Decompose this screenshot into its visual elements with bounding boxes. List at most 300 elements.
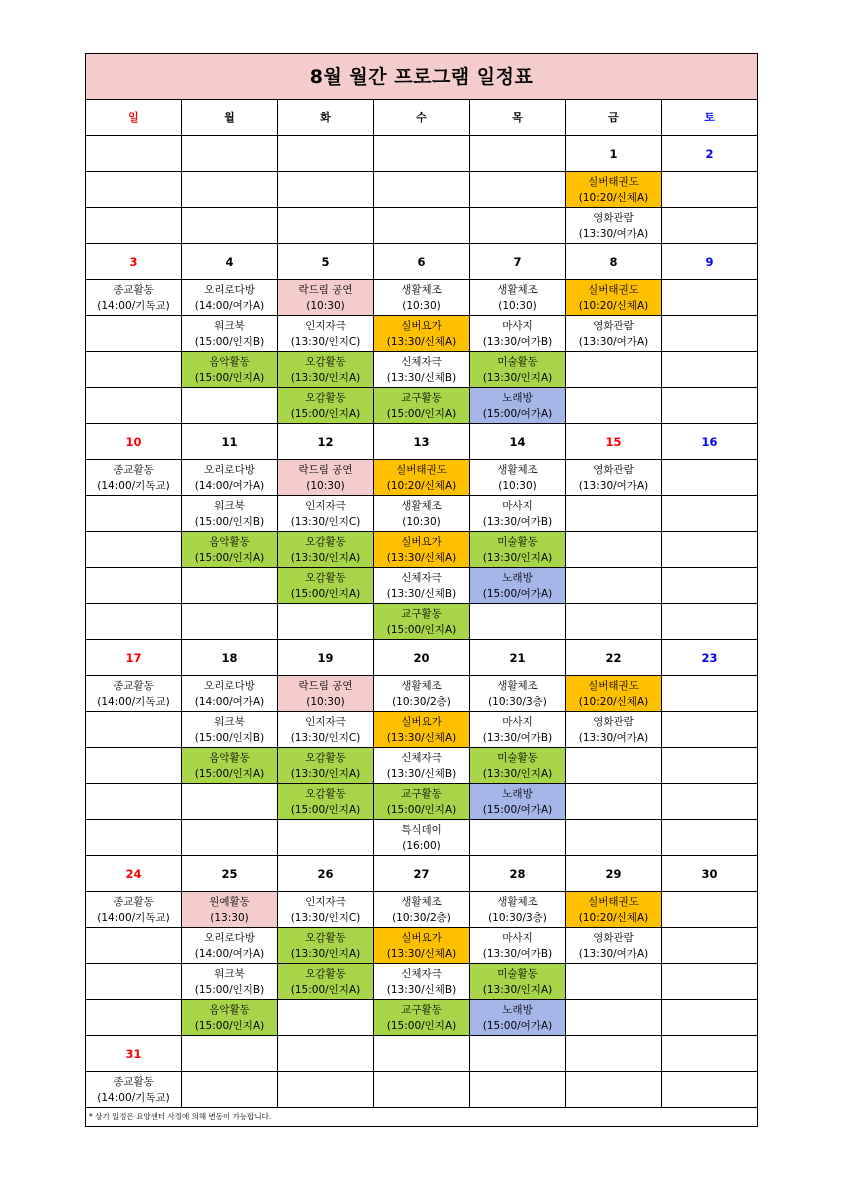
empty-cell	[86, 568, 182, 604]
empty-cell	[566, 964, 662, 1000]
empty-cell	[566, 496, 662, 532]
program-name: 생활체조	[401, 679, 442, 692]
date-number: 4	[182, 244, 278, 280]
date-number	[470, 136, 566, 172]
empty-cell	[662, 892, 758, 928]
program-time: (13:30/신체B)	[386, 587, 457, 600]
program-cell	[470, 928, 566, 964]
program-time: (10:30/3층)	[488, 695, 547, 708]
program-cell	[278, 280, 374, 316]
program-name: 음악활동	[209, 751, 250, 764]
program-name: 실버요가	[401, 535, 442, 548]
empty-cell	[86, 496, 182, 532]
program-time: (13:30/인지A)	[482, 551, 553, 564]
date-number: 19	[278, 640, 374, 676]
empty-cell	[662, 964, 758, 1000]
empty-cell	[662, 784, 758, 820]
program-time: (10:30)	[498, 299, 537, 312]
program-time: (13:30/인지A)	[290, 371, 361, 384]
program-cell	[566, 208, 662, 244]
date-number: 12	[278, 424, 374, 460]
program-time: (15:00/인지A)	[386, 623, 457, 636]
empty-cell	[86, 208, 182, 244]
program-cell	[566, 676, 662, 712]
date-number	[374, 136, 470, 172]
date-number: 9	[662, 244, 758, 280]
empty-cell	[86, 604, 182, 640]
empty-cell	[374, 208, 470, 244]
program-name: 생활체조	[401, 499, 442, 512]
program-time: (15:00/여가A)	[482, 407, 553, 420]
program-row	[86, 784, 758, 820]
title-row	[86, 54, 758, 100]
empty-cell	[566, 1000, 662, 1036]
date-number: 11	[182, 424, 278, 460]
schedule-body	[86, 54, 758, 1127]
empty-cell	[182, 1072, 278, 1108]
program-time: (13:30/여가B)	[482, 947, 553, 960]
program-row	[86, 820, 758, 856]
empty-cell	[182, 604, 278, 640]
empty-cell	[86, 928, 182, 964]
empty-cell	[566, 568, 662, 604]
program-cell	[278, 388, 374, 424]
program-time: (13:30/인지A)	[482, 983, 553, 996]
program-row	[86, 532, 758, 568]
date-number	[566, 1036, 662, 1072]
program-time: (13:30/인지A)	[290, 947, 361, 960]
date-row	[86, 856, 758, 892]
program-cell	[278, 460, 374, 496]
program-time: (14:00/기독교)	[97, 479, 170, 492]
program-time: (13:30/신체A)	[386, 731, 457, 744]
footnote: * 상기 일정은 요양센터 사정에 의해 변동이 가능합니다.	[86, 1108, 758, 1127]
program-cell	[86, 460, 182, 496]
date-number: 27	[374, 856, 470, 892]
empty-cell	[374, 172, 470, 208]
program-cell	[182, 712, 278, 748]
program-cell	[566, 928, 662, 964]
program-cell	[278, 676, 374, 712]
empty-cell	[278, 820, 374, 856]
program-cell	[374, 784, 470, 820]
program-time: (13:30/여가A)	[578, 227, 649, 240]
program-time: (13:30/여가B)	[482, 731, 553, 744]
program-name: 워크북	[214, 319, 245, 332]
program-row	[86, 280, 758, 316]
date-number: 13	[374, 424, 470, 460]
program-cell	[278, 784, 374, 820]
program-row	[86, 316, 758, 352]
program-row	[86, 1072, 758, 1108]
program-name: 교구활동	[401, 391, 442, 404]
program-name: 신체자극	[401, 355, 442, 368]
empty-cell	[278, 604, 374, 640]
empty-cell	[662, 532, 758, 568]
program-time: (13:30/인지C)	[290, 911, 361, 924]
program-time: (10:20/신체A)	[386, 479, 457, 492]
empty-cell	[182, 208, 278, 244]
date-number	[470, 1036, 566, 1072]
program-name: 락드림 공연	[298, 283, 353, 296]
program-name: 영화관람	[593, 211, 634, 224]
program-time: (13:30/인지A)	[482, 767, 553, 780]
date-number: 15	[566, 424, 662, 460]
program-cell	[86, 676, 182, 712]
empty-cell	[278, 1000, 374, 1036]
empty-cell	[662, 568, 758, 604]
program-time: (15:00/인지B)	[194, 731, 265, 744]
empty-cell	[662, 712, 758, 748]
program-name: 마사지	[502, 499, 533, 512]
date-number: 16	[662, 424, 758, 460]
program-cell	[470, 316, 566, 352]
program-time: (13:30/신체A)	[386, 551, 457, 564]
program-cell	[470, 712, 566, 748]
program-time: (15:00/인지B)	[194, 983, 265, 996]
program-row	[86, 892, 758, 928]
program-name: 생활체조	[401, 895, 442, 908]
program-time: (14:00/기독교)	[97, 695, 170, 708]
program-time: (10:20/신체A)	[578, 911, 649, 924]
program-cell	[86, 280, 182, 316]
program-name: 실버태권도	[588, 895, 639, 908]
program-time: (13:30/신체B)	[386, 767, 457, 780]
program-name: 실버요가	[401, 319, 442, 332]
program-cell	[566, 460, 662, 496]
program-name: 워크북	[214, 499, 245, 512]
program-time: (13:30/인지C)	[290, 515, 361, 528]
program-cell	[374, 352, 470, 388]
weekday-label: 목	[470, 100, 566, 136]
program-time: (10:30)	[306, 299, 345, 312]
program-name: 미술활동	[497, 355, 538, 368]
program-cell	[374, 676, 470, 712]
program-time: (14:00/기독교)	[97, 911, 170, 924]
program-time: (14:00/여가A)	[194, 479, 265, 492]
date-row	[86, 244, 758, 280]
program-name: 마사지	[502, 715, 533, 728]
program-cell	[182, 316, 278, 352]
program-name: 교구활동	[401, 787, 442, 800]
program-time: (14:00/여가A)	[194, 695, 265, 708]
program-row	[86, 928, 758, 964]
program-time: (13:30/여가A)	[578, 335, 649, 348]
program-name: 생활체조	[497, 895, 538, 908]
program-row	[86, 748, 758, 784]
program-time: (15:00/인지A)	[194, 767, 265, 780]
empty-cell	[86, 748, 182, 784]
empty-cell	[182, 172, 278, 208]
date-number: 23	[662, 640, 758, 676]
program-cell	[470, 748, 566, 784]
program-name: 종교활동	[113, 463, 154, 476]
program-cell	[566, 892, 662, 928]
empty-cell	[566, 1072, 662, 1108]
program-time: (15:00/인지B)	[194, 335, 265, 348]
program-name: 생활체조	[401, 283, 442, 296]
program-cell	[374, 892, 470, 928]
program-cell	[470, 784, 566, 820]
program-name: 영화관람	[593, 931, 634, 944]
program-name: 원예활동	[209, 895, 250, 908]
program-row	[86, 712, 758, 748]
empty-cell	[86, 820, 182, 856]
program-cell	[470, 388, 566, 424]
date-number	[182, 1036, 278, 1072]
program-cell	[470, 496, 566, 532]
program-name: 오리로다방	[204, 463, 255, 476]
program-cell	[566, 280, 662, 316]
empty-cell	[182, 820, 278, 856]
program-time: (15:00/인지A)	[386, 407, 457, 420]
date-row	[86, 640, 758, 676]
empty-cell	[662, 388, 758, 424]
program-time: (15:00/인지A)	[386, 803, 457, 816]
program-row	[86, 208, 758, 244]
program-time: (15:00/인지A)	[290, 407, 361, 420]
program-time: (13:30/신체B)	[386, 371, 457, 384]
program-cell	[182, 460, 278, 496]
empty-cell	[470, 172, 566, 208]
program-cell	[278, 748, 374, 784]
program-name: 실버태권도	[588, 175, 639, 188]
program-name: 종교활동	[113, 283, 154, 296]
program-cell	[278, 964, 374, 1000]
program-name: 실버요가	[401, 931, 442, 944]
empty-cell	[662, 748, 758, 784]
program-name: 신체자극	[401, 967, 442, 980]
program-name: 음악활동	[209, 355, 250, 368]
date-row	[86, 1036, 758, 1072]
program-time: (13:30/인지C)	[290, 335, 361, 348]
program-cell	[470, 280, 566, 316]
date-number: 18	[182, 640, 278, 676]
program-cell	[182, 496, 278, 532]
program-cell	[470, 892, 566, 928]
program-name: 오리로다방	[204, 679, 255, 692]
empty-cell	[662, 676, 758, 712]
empty-cell	[662, 820, 758, 856]
program-cell	[278, 496, 374, 532]
empty-cell	[566, 532, 662, 568]
program-name: 생활체조	[497, 463, 538, 476]
empty-cell	[470, 208, 566, 244]
program-cell	[470, 460, 566, 496]
program-name: 실버요가	[401, 715, 442, 728]
date-number: 7	[470, 244, 566, 280]
program-cell	[374, 1000, 470, 1036]
program-time: (14:00/여가A)	[194, 947, 265, 960]
empty-cell	[566, 820, 662, 856]
program-name: 오감활동	[305, 571, 346, 584]
empty-cell	[86, 784, 182, 820]
empty-cell	[662, 1000, 758, 1036]
program-time: (13:30/인지C)	[290, 731, 361, 744]
program-cell	[374, 496, 470, 532]
program-cell	[182, 676, 278, 712]
empty-cell	[182, 784, 278, 820]
program-time: (15:00/인지A)	[386, 1019, 457, 1032]
program-name: 인지자극	[305, 499, 346, 512]
program-cell	[182, 892, 278, 928]
empty-cell	[566, 784, 662, 820]
program-time: (15:00/인지A)	[194, 1019, 265, 1032]
program-time: (10:20/신체A)	[578, 191, 649, 204]
program-name: 오감활동	[305, 787, 346, 800]
weekday-label: 일	[86, 100, 182, 136]
program-row	[86, 1000, 758, 1036]
program-name: 실버태권도	[396, 463, 447, 476]
program-name: 영화관람	[593, 319, 634, 332]
program-cell	[278, 568, 374, 604]
date-number: 1	[566, 136, 662, 172]
program-name: 오리로다방	[204, 931, 255, 944]
program-time: (10:30)	[498, 479, 537, 492]
date-row	[86, 424, 758, 460]
program-time: (10:30)	[402, 299, 441, 312]
date-number	[662, 1036, 758, 1072]
program-time: (10:20/신체A)	[578, 695, 649, 708]
program-time: (14:00/기독교)	[97, 1091, 170, 1104]
program-cell	[374, 280, 470, 316]
program-cell	[278, 892, 374, 928]
program-name: 노래방	[502, 1003, 533, 1016]
date-number: 14	[470, 424, 566, 460]
program-time: (13:30/인지A)	[290, 767, 361, 780]
program-time: (10:30/3층)	[488, 911, 547, 924]
date-number: 17	[86, 640, 182, 676]
program-name: 음악활동	[209, 535, 250, 548]
program-cell	[182, 532, 278, 568]
date-number	[278, 1036, 374, 1072]
program-cell	[374, 388, 470, 424]
empty-cell	[470, 820, 566, 856]
date-number: 3	[86, 244, 182, 280]
weekday-header-row	[86, 100, 758, 136]
empty-cell	[86, 316, 182, 352]
program-cell	[182, 280, 278, 316]
date-number: 6	[374, 244, 470, 280]
program-time: (15:00/여가A)	[482, 803, 553, 816]
program-name: 교구활동	[401, 1003, 442, 1016]
program-cell	[566, 316, 662, 352]
date-number: 20	[374, 640, 470, 676]
program-cell	[182, 352, 278, 388]
date-number: 26	[278, 856, 374, 892]
date-number	[278, 136, 374, 172]
program-name: 인지자극	[305, 895, 346, 908]
date-number	[182, 136, 278, 172]
empty-cell	[86, 1000, 182, 1036]
empty-cell	[662, 604, 758, 640]
program-cell	[566, 712, 662, 748]
empty-cell	[662, 172, 758, 208]
program-row	[86, 568, 758, 604]
program-cell	[278, 532, 374, 568]
date-number: 22	[566, 640, 662, 676]
program-cell	[374, 604, 470, 640]
program-time: (14:00/여가A)	[194, 299, 265, 312]
empty-cell	[662, 496, 758, 532]
program-cell	[374, 820, 470, 856]
empty-cell	[566, 748, 662, 784]
program-time: (13:30/신체B)	[386, 983, 457, 996]
program-name: 오리로다방	[204, 283, 255, 296]
program-row	[86, 676, 758, 712]
date-number: 21	[470, 640, 566, 676]
program-time: (15:00/인지B)	[194, 515, 265, 528]
program-name: 오감활동	[305, 391, 346, 404]
program-name: 락드림 공연	[298, 679, 353, 692]
program-row	[86, 388, 758, 424]
program-name: 마사지	[502, 931, 533, 944]
program-time: (15:00/인지A)	[194, 371, 265, 384]
program-name: 오감활동	[305, 931, 346, 944]
program-time: (14:00/기독교)	[97, 299, 170, 312]
program-cell	[86, 892, 182, 928]
date-number: 2	[662, 136, 758, 172]
program-name: 마사지	[502, 319, 533, 332]
footnote-row	[86, 1108, 758, 1127]
empty-cell	[662, 316, 758, 352]
empty-cell	[182, 388, 278, 424]
program-row	[86, 604, 758, 640]
date-row	[86, 136, 758, 172]
program-row	[86, 172, 758, 208]
program-name: 워크북	[214, 715, 245, 728]
empty-cell	[470, 604, 566, 640]
program-name: 교구활동	[401, 607, 442, 620]
program-cell	[278, 712, 374, 748]
program-cell	[374, 712, 470, 748]
program-time: (13:30/여가B)	[482, 335, 553, 348]
program-name: 특식데이	[401, 823, 442, 836]
program-time: (13:30/신체A)	[386, 947, 457, 960]
program-name: 생활체조	[497, 283, 538, 296]
empty-cell	[566, 388, 662, 424]
empty-cell	[374, 1072, 470, 1108]
program-time: (15:00/여가A)	[482, 1019, 553, 1032]
program-cell	[470, 676, 566, 712]
empty-cell	[278, 172, 374, 208]
monthly-schedule-table	[85, 53, 758, 1127]
program-cell	[470, 1000, 566, 1036]
date-number: 31	[86, 1036, 182, 1072]
program-cell	[182, 748, 278, 784]
program-cell	[374, 316, 470, 352]
date-number	[86, 136, 182, 172]
empty-cell	[86, 964, 182, 1000]
program-cell	[374, 928, 470, 964]
program-name: 워크북	[214, 967, 245, 980]
program-name: 미술활동	[497, 967, 538, 980]
program-cell	[278, 928, 374, 964]
empty-cell	[86, 532, 182, 568]
empty-cell	[182, 568, 278, 604]
program-time: (10:30/2층)	[392, 911, 451, 924]
program-name: 신체자극	[401, 751, 442, 764]
program-time: (15:00/인지A)	[290, 983, 361, 996]
program-time: (13:30/여가A)	[578, 947, 649, 960]
empty-cell	[86, 352, 182, 388]
program-time: (13:30)	[210, 911, 249, 924]
program-cell	[374, 748, 470, 784]
program-name: 락드림 공연	[298, 463, 353, 476]
date-number: 30	[662, 856, 758, 892]
empty-cell	[86, 712, 182, 748]
program-time: (15:00/인지A)	[290, 803, 361, 816]
